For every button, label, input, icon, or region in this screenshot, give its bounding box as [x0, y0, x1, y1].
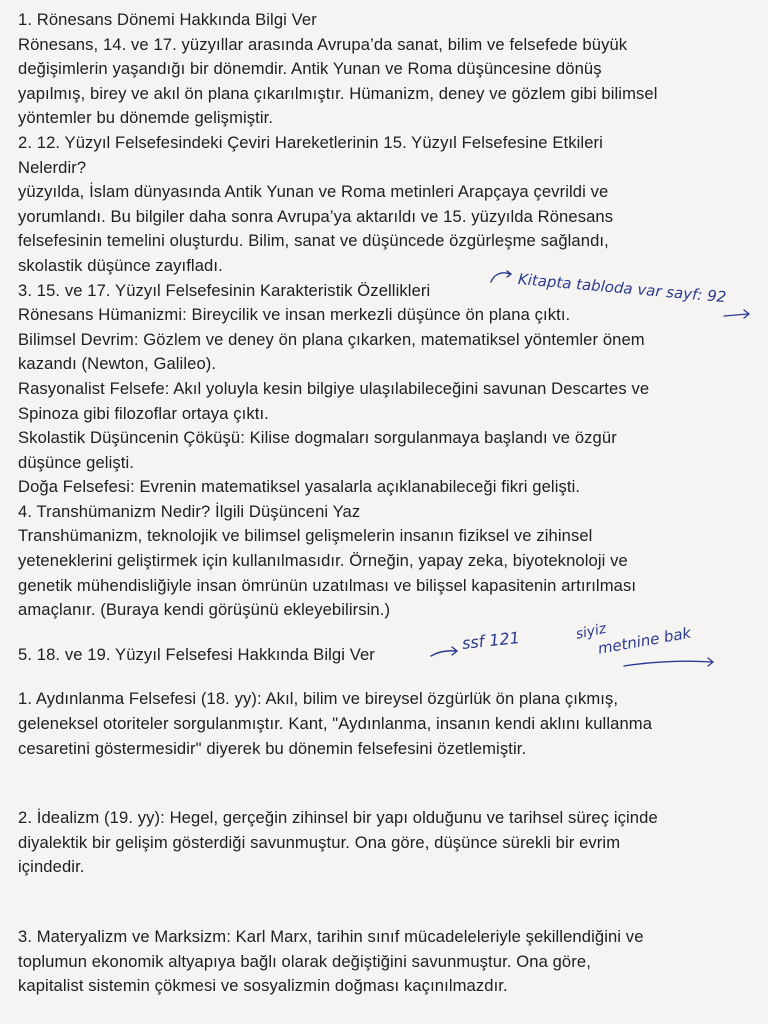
paragraph-line: amaçlanır. (Buraya kendi görüşünü ekleyebilirsin.) — [18, 600, 391, 620]
heading-3: 3. 15. ve 17. Yüzyıl Felsefesinin Karakteristik Özellikleri — [18, 280, 431, 300]
paragraph-line: Bilimsel Devrim: Gözlem ve deney ön plana çıkarken, matematiksel yöntemler önem — [18, 329, 645, 349]
paragraph-line: düşünce gelişti. — [18, 452, 134, 472]
paragraph-line: 3. Materyalizm ve Marksizm: Karl Marx, tarihin sınıf mücadeleleriyle şekillendiğini ve — [18, 927, 644, 946]
paragraph-line: yapılmış, birey ve akıl ön plana çıkarılmıştır. Hümanizm, deney ve gözlem gibi bilimsel — [18, 83, 658, 103]
paragraph-line: felsefesinin temelini oluşturdu. Bilim, sanat ve düşüncede özgürleşme sağlandı, — [18, 231, 609, 251]
heading-4: 4. Transhümanizm Nedir? İlgili Düşünceni Yaz — [18, 501, 361, 521]
paragraph-line: Skolastik Düşüncenin Çöküşü: Kilise dogmaları sorgulanmaya başlandı ve özgür — [18, 428, 617, 448]
handwritten-arrow-icon — [488, 268, 518, 290]
paragraph-line: Doğa Felsefesi: Evrenin matematiksel yasalarla açıklanabileceği fikri gelişti. — [18, 477, 581, 497]
handwritten-note-page-121: ssf 121 — [461, 627, 521, 653]
paragraph-line: Spinoza gibi filozoflar ortaya çıktı. — [18, 403, 269, 423]
document-body — [18, 8, 758, 999]
paragraph-line: geleneksel otoriteler sorgulanmıştır. Kant, "Aydınlanma, insanın kendi aklını kullanma — [18, 714, 653, 734]
paragraph-line: cesaretini göstermesidir" diyerek bu dönemin felsefesini özetlemiştir. — [18, 738, 527, 758]
heading-2-cont: Nelerdir? — [18, 157, 87, 177]
handwritten-underline-icon — [620, 650, 720, 672]
handwritten-note-metnine-bak: metnine bak — [596, 623, 693, 658]
paragraph-line: diyalektik bir gelişim gösterdiği savunmuştur. Ona göre, düşünce sürekli bir evrim — [18, 832, 621, 852]
handwritten-arrow-icon — [722, 306, 754, 328]
paragraph-line: Rönesans, 14. ve 17. yüzyıllar arasında Avrupa’da sanat, bilim ve felsefede büyük — [18, 34, 628, 54]
heading-5: 5. 18. ve 19. Yüzyıl Felsefesi Hakkında Bilgi Ver — [18, 644, 375, 664]
paragraph-line: yüzyılda, İslam dünyasında Antik Yunan ve Roma metinleri Arapçaya çevrildi ve — [18, 182, 609, 202]
paragraph-line: değişimlerin yaşandığı bir dönemdir. Antik Yunan ve Roma düşüncesine dönüş — [18, 59, 602, 79]
paragraph-line: yöntemler bu dönemde gelişmiştir. — [18, 108, 274, 128]
paragraph-line: toplumun ekonomik altyapıya bağlı olarak değiştiğini savunmuştur. Ona göre, — [18, 951, 591, 971]
heading-2: 2. 12. Yüzyıl Felsefesindeki Çeviri Hareketlerinin 15. Yüzyıl Felsefesine Etkileri — [18, 132, 603, 152]
paragraph-line: 2. İdealizm (19. yy): Hegel, gerçeğin zihinsel bir yapı olduğunu ve tarihsel süreç içinde — [18, 808, 658, 828]
heading-1: 1. Rönesans Dönemi Hakkında Bilgi Ver — [18, 10, 317, 29]
paragraph-line: kapitalist sistemin çökmesi ve sosyalizmin doğması kaçınılmazdır. — [18, 976, 508, 996]
paragraph-line: kazandı (Newton, Galileo). — [18, 354, 217, 374]
paragraph-line: genetik mühendisliğiyle insan ömrünün uzatılması ve bilişsel kapasitenin artırılması — [18, 575, 637, 595]
paragraph-line: Rasyonalist Felsefe: Akıl yoluyla kesin bilgiye ulaşılabileceğini savunan Descartes ve — [18, 378, 650, 398]
paragraph-line: 1. Aydınlanma Felsefesi (18. yy): Akıl, bilim ve bireysel özgürlük ön plana çıkmış, — [18, 689, 619, 709]
handwritten-arrow-icon — [428, 642, 462, 662]
paragraph-line: içindedir. — [18, 857, 85, 877]
handwritten-note-page-92: Kitapta tabloda var sayf: 92 — [517, 270, 727, 307]
paragraph-line: yeteneklerini geliştirmek için kullanılmasıdır. Örneğin, yapay zeka, biyoteknoloji ve — [18, 551, 628, 571]
paragraph-line: skolastik düşünce zayıfladı. — [18, 255, 223, 275]
paragraph-line: yorumlandı. Bu bilgiler daha sonra Avrupa’ya aktarıldı ve 15. yüzyılda Rönesans — [18, 206, 614, 226]
paragraph-line: Rönesans Hümanizmi: Bireycilik ve insan merkezli düşünce ön plana çıktı. — [18, 305, 571, 325]
handwritten-note-siyiz: siyiz — [574, 620, 608, 643]
paragraph-line: Transhümanizm, teknolojik ve bilimsel gelişmelerin insanın fiziksel ve zihinsel — [18, 526, 593, 546]
